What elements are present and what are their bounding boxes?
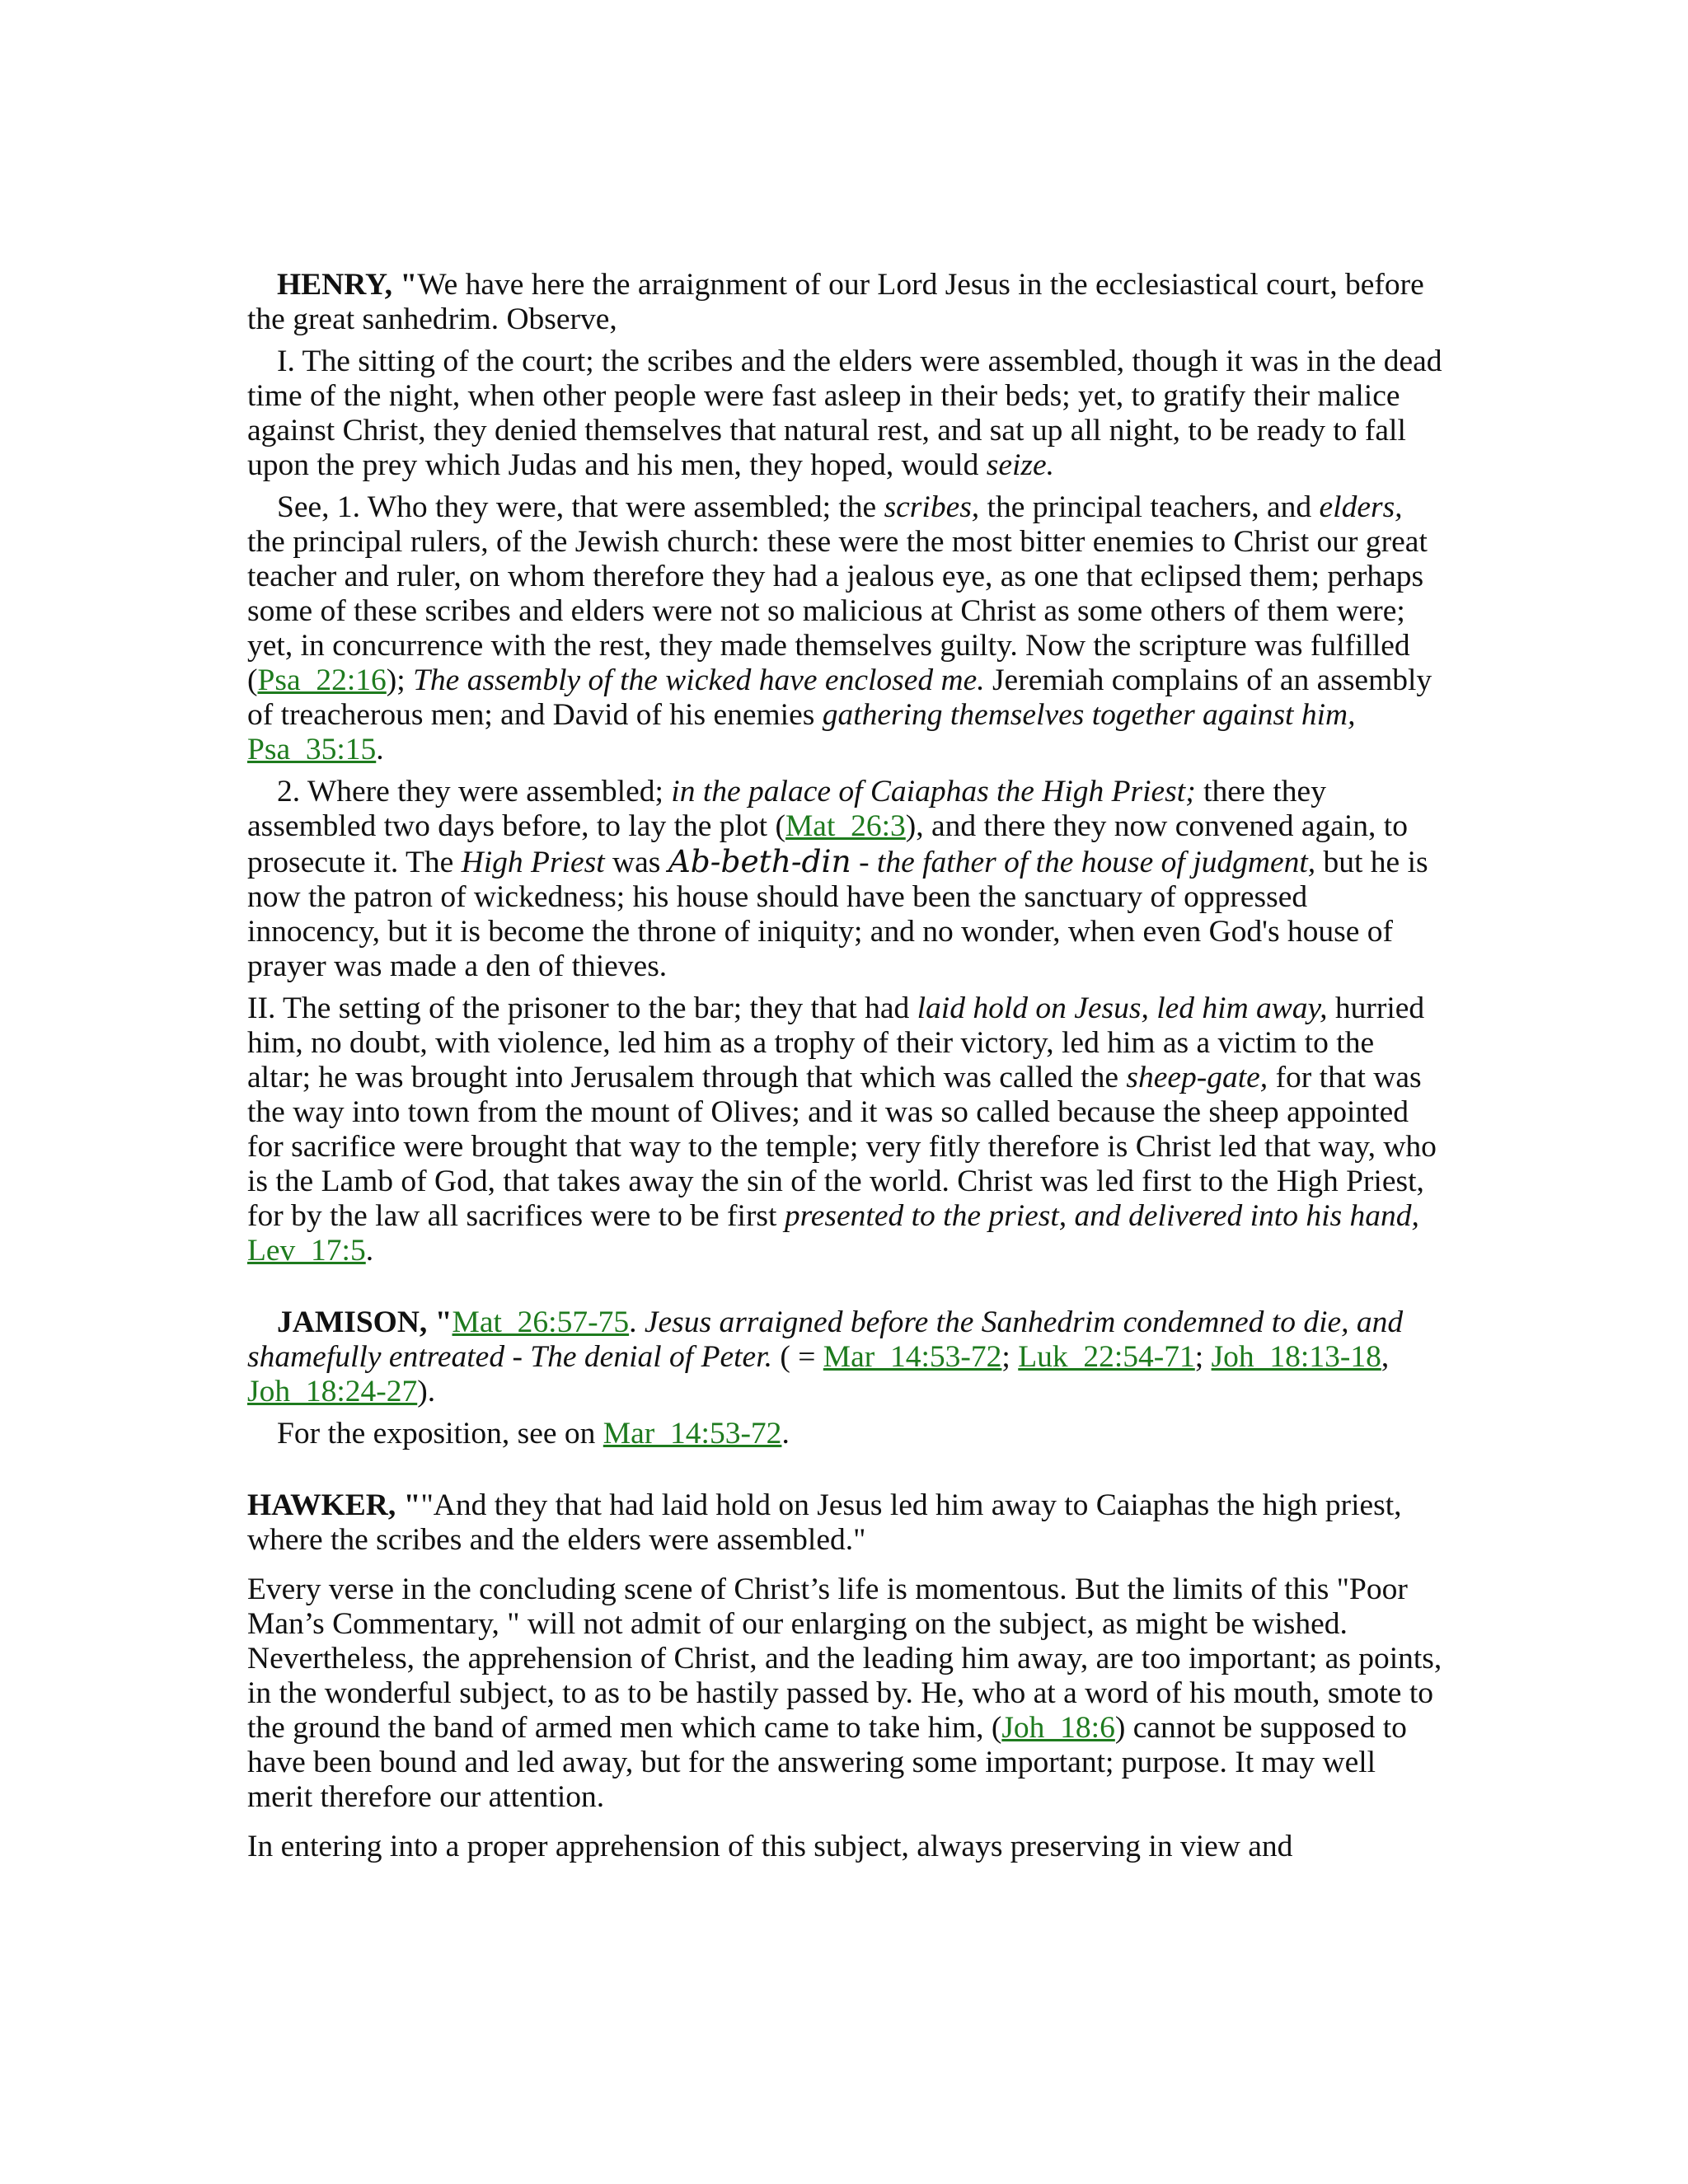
ref-psa-22-16[interactable]: Psa_22:16 <box>257 663 387 697</box>
henry-point-1-where: 2. Where they were assembled; in the palace of Caiaphas the High Priest; there they assembled two days before, to lay the plot (Mat_26:3), and there they now convened again, to prosecute it. The High Priest was Ab-beth-din - the father of the house of judgment, but he is now the patron of wickedness; his house should have been the sanctuary of oppressed innocency, but it is become the throne of iniquity; and no wonder, when even God's house of prayer was made a den of thieves. <box>247 775 1428 983</box>
henry-point-2: II. The setting of the prisoner to the bar; they that had laid hold on Jesus, led him away, hurried him, no doubt, with violence, led him as a trophy of their victory, led him as a victim to the altar; he was brought into Jerusalem through that which was called the sheep-gate, for that was the way into town from the mount of Olives; and it was so called because the sheep appointed for sacrifice were brought that way to the temple; very fitly therefore is Christ led that way, who is the Lamb of God, that takes away the sin of the world. Christ was led first to the High Priest, for by the law all sacrifices were to be first presented to the priest, and delivered into his hand, Lev_17:5. <box>247 991 1437 1268</box>
ref-psa-35-15[interactable]: Psa_35:15 <box>247 733 377 766</box>
jamison-label: JAMISON, <box>277 1305 428 1339</box>
henry-intro: HENRY, "We have here the arraignment of our Lord Jesus in the ecclesiastical court, before the great sanhedrim. Observe, <box>247 268 1424 336</box>
henry-point-1: I. The sitting of the court; the scribes and the elders were assembled, though it was in the dead time of the night, when other people were fast asleep in their beds; yet, to gratify their malice against Christ, they denied themselves that natural rest, and sat up all night, to be ready to fall upon the prey which Judas and his men, they hoped, would seize. <box>247 344 1442 482</box>
henry-point-1-who: See, 1. Who they were, that were assembled; the scribes, the principal teachers, and elders, the principal rulers, of the Jewish church: these were the most bitter enemies to Christ our great teacher and ruler, on whom therefore they had a jealous eye, as one that eclipsed them; perhaps some of these scribes and elders were not so malicious at Christ as some others of them were; yet, in concurrence with the rest, they made themselves guilty. Now the scripture was fulfilled (Psa_22:16); The assembly of the wicked have enclosed me. Jeremiah complains of an assembly of treacherous men; and David of his enemies gathering themselves together against him, Psa_35:15. <box>247 490 1432 766</box>
hawker-paragraph-1: Every verse in the concluding scene of Christ’s life is momentous. But the limits of this "Poor Man’s Commentary, " will not admit of our enlarging on the subject, as might be wished. Nevertheless, the apprehension of Christ, and the leading him away, are too important; as points, in the wonderful subject, to as to be hastily passed by. He, who at a word of his mouth, smote to the ground the band of armed men which came to take him, (Joh_18:6) cannot be supposed to have been bound and led away, but for the answering some important; purpose. It may well merit therefore our attention. <box>247 1572 1442 1814</box>
ref-joh-18-13[interactable]: Joh_18:13-18 <box>1211 1340 1381 1374</box>
ref-luk-22-54[interactable]: Luk_22:54-71 <box>1018 1340 1195 1374</box>
hawker-label: HAWKER, <box>247 1488 396 1522</box>
hawker-paragraph-2: In entering into a proper apprehension of this subject, always preserving in view and <box>247 1830 1293 1863</box>
commentary-page <box>247 268 1442 1872</box>
jamison-intro: JAMISON, "Mat_26:57-75. Jesus arraigned before the Sanhedrim condemned to die, and shamefully entreated - The denial of Peter. ( = Mar_14:53-72; Luk_22:54-71; Joh_18:13-18, Joh_18:24-27). <box>247 1305 1404 1408</box>
ref-mar-14-53[interactable]: Mar_14:53-72 <box>823 1340 1002 1374</box>
ref-joh-18-6[interactable]: Joh_18:6 <box>1001 1711 1115 1745</box>
hebrew-term: Ab-beth-din <box>668 843 851 879</box>
henry-label: HENRY, <box>277 268 393 302</box>
ref-joh-18-24[interactable]: Joh_18:24-27 <box>247 1375 418 1408</box>
ref-mat-26-57[interactable]: Mat_26:57-75 <box>452 1305 630 1339</box>
ref-lev-17-5[interactable]: Lev_17:5 <box>247 1234 366 1268</box>
jamison-exposition: For the exposition, see on Mar_14:53-72. <box>277 1417 790 1451</box>
hawker-intro: HAWKER, ""And they that had laid hold on Jesus led him away to Caiaphas the high priest, where the scribes and the elders were assembled." <box>247 1488 1402 1557</box>
ref-mat-26-3[interactable]: Mat_26:3 <box>785 809 906 843</box>
ref-mar-14-53-b[interactable]: Mar_14:53-72 <box>603 1417 782 1451</box>
